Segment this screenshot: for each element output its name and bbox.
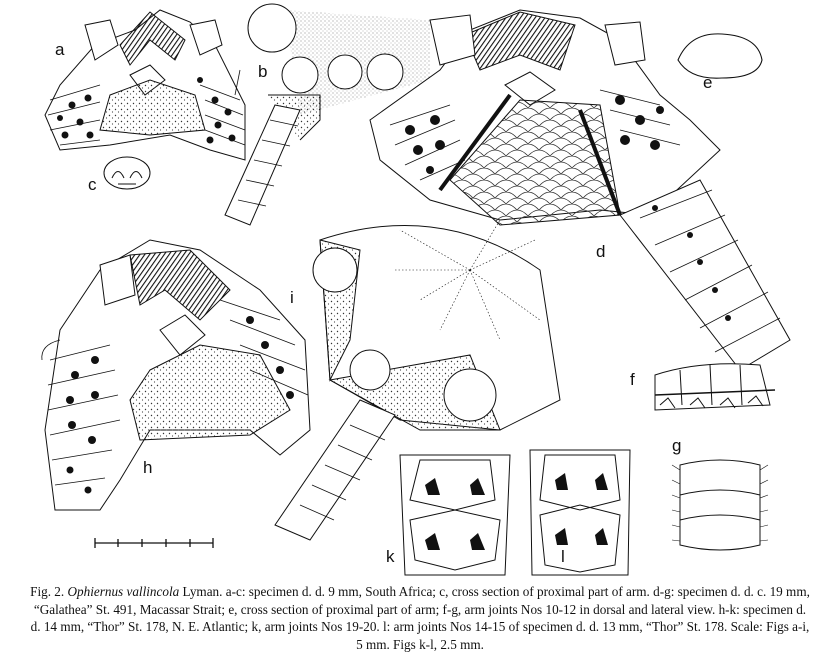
figure-f-arm-lateral bbox=[655, 364, 775, 410]
caption-text: Lyman. a-c: specimen d. d. 9 mm, South Africa; c, cross section of proximal part of arm. d-g: specimen d. d. c. 19 mm, “Galathea” St. 491, Macassar Strait; e, cross section of proximal part of arm; f-g, arm joints Nos 10-12 in dorsal and lateral view. h-k: specimen d. d. 14 mm, “Thor” St. 178, N. E. Atlantic; k, arm joints Nos 19-20. l: arm joints Nos 14-15 of specimen d. d. 13 mm, “Thor” St. 178. Scale: Figs a-i, 5 mm. Figs k-l, 2.5 mm. bbox=[30, 584, 810, 652]
figure-caption bbox=[30, 583, 810, 653]
scale-bar bbox=[95, 538, 213, 548]
label-k: k bbox=[386, 547, 395, 566]
label-i: i bbox=[290, 288, 294, 307]
label-l: l bbox=[561, 547, 565, 566]
figure-h-disc-arms bbox=[42, 240, 310, 510]
caption-species-name: Ophiernus vallincola bbox=[67, 584, 180, 599]
figure-a-disc-arms bbox=[45, 10, 245, 160]
caption-fig-number: Fig. 2. bbox=[30, 584, 65, 599]
figure-g-arm-dorsal bbox=[672, 460, 768, 550]
figure-k-arm-joints bbox=[400, 455, 510, 575]
label-h: h bbox=[143, 458, 153, 477]
label-f: f bbox=[630, 370, 635, 389]
figure-e-arm-section bbox=[678, 34, 762, 78]
label-g: g bbox=[672, 436, 682, 455]
label-b: b bbox=[258, 62, 268, 81]
label-a: a bbox=[55, 40, 65, 59]
label-e: e bbox=[703, 73, 713, 92]
label-c: c bbox=[88, 175, 97, 194]
figure-c-arm-section bbox=[104, 157, 150, 189]
label-d: d bbox=[596, 242, 606, 261]
figure-l-arm-joints bbox=[530, 450, 630, 575]
